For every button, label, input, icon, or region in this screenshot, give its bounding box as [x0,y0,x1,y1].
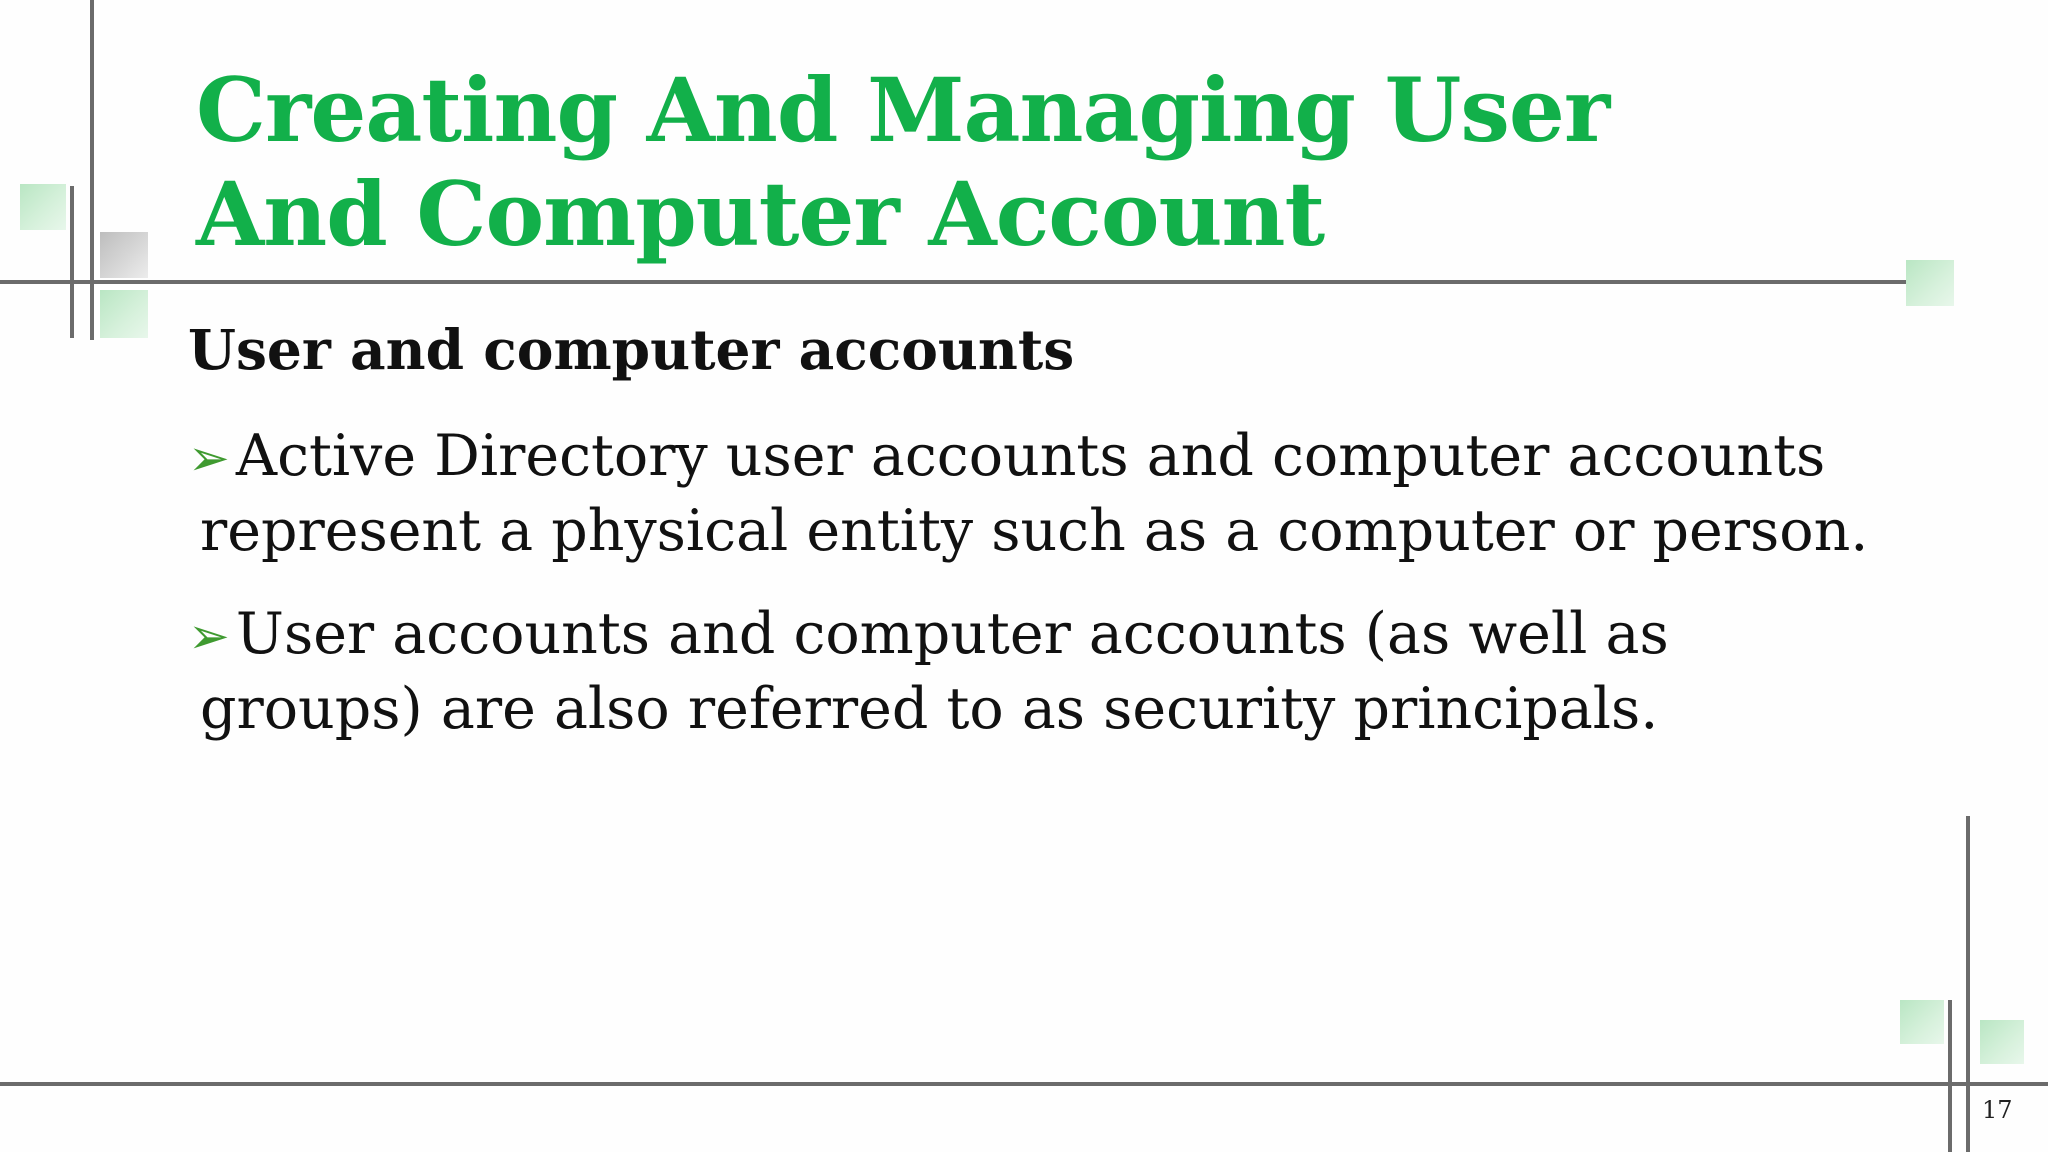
decor-vertical-line-top-left-short [70,186,74,338]
bullet-text: User accounts and computer accounts (as well as groups) are also referred to as security principals. [200,601,1669,742]
decor-horizontal-rule-bottom [0,1082,2048,1086]
slide-title-line-2: And Computer Account [196,162,1325,266]
arrow-bullet-icon: ➢ [188,607,230,665]
decor-square [1980,1020,2024,1064]
decor-vertical-line-bottom-right-short [1948,1000,1952,1152]
decor-vertical-line-bottom-right [1966,816,1970,1152]
bullet-item [188,420,1908,568]
bullet-item [188,598,1908,746]
slide-title-line-1: Creating And Managing User [196,58,1610,162]
decor-horizontal-rule-top [0,280,1910,284]
decor-square [100,232,148,278]
decor-square [100,290,148,338]
arrow-bullet-icon: ➢ [188,429,230,487]
bullet-list [188,420,1908,776]
decor-square [20,184,66,230]
decor-square [1906,260,1954,306]
bullet-text: Active Directory user accounts and computer accounts represent a physical entity such as a computer or person. [200,423,1869,564]
section-heading: User and computer accounts [188,317,1075,382]
decor-square [1900,1000,1944,1044]
page-number: 17 [1982,1096,2013,1124]
decor-vertical-line-top-left [90,0,94,340]
slide-title [196,58,1756,266]
